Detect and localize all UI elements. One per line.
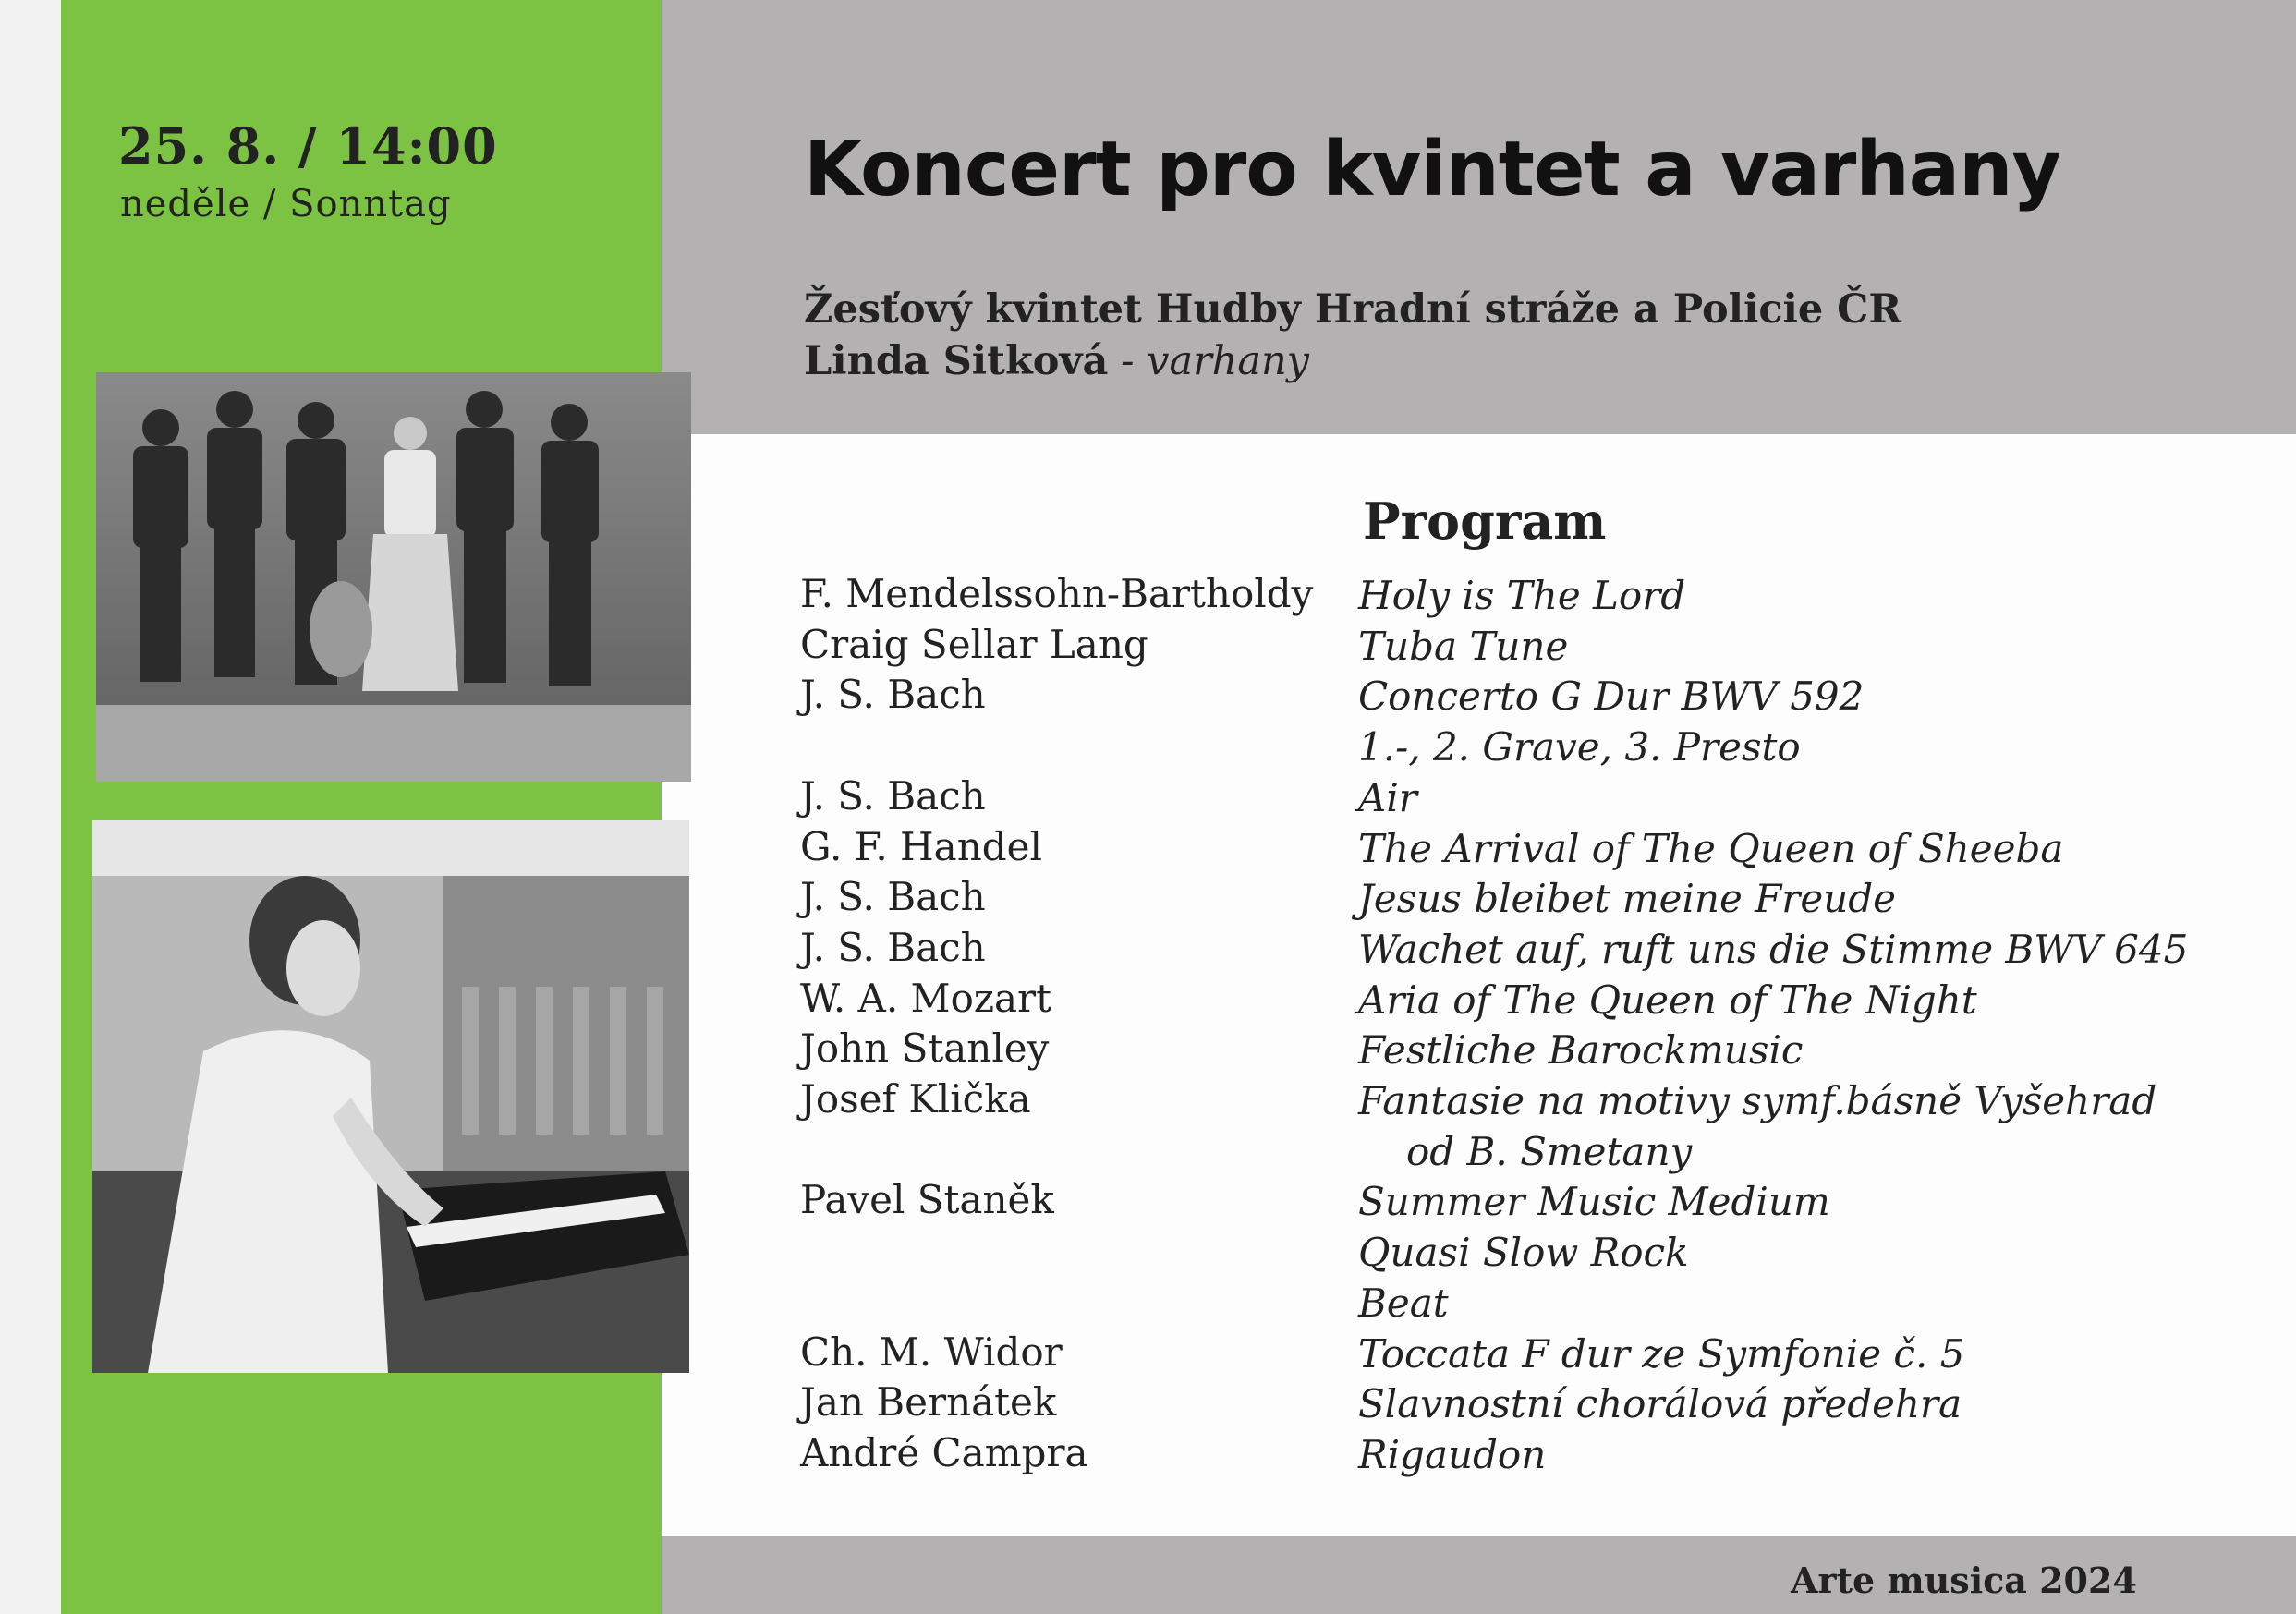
work-title: Jesus bleibet meine Freude (1358, 876, 1897, 922)
ensemble-name: Žesťový kvintet Hudby Hradní stráže a Policie ČR (804, 286, 1902, 333)
composer-name: André Campra (800, 1429, 1088, 1475)
ensemble-photo (96, 372, 691, 782)
work-title: Fantasie na motivy symf.básně Vyšehrad (1358, 1078, 2157, 1123)
work-title: Beat (1358, 1280, 1449, 1326)
composer-name: J. S. Bach (800, 672, 986, 718)
soloist-instrument: - varhany (1108, 338, 1309, 384)
composer-name: Pavel Staněk (800, 1177, 1054, 1223)
work-title: Toccata F dur ze Symfonie č. 5 (1358, 1330, 1965, 1377)
program-heading: Program (1363, 491, 1607, 551)
work-title: Quasi Slow Rock (1358, 1230, 1689, 1276)
composer-name: G. F. Handel (800, 823, 1042, 869)
composer-name: Craig Sellar Lang (800, 621, 1148, 667)
work-title: Holy is The Lord (1358, 573, 1686, 618)
work-title: Wachet auf, ruft uns die Stimme BWV 645 (1358, 926, 2189, 972)
work-title: Festliche Barockmusic (1358, 1027, 1804, 1074)
work-title: Tuba Tune (1358, 623, 1569, 669)
work-title: Aria of The Queen of The Night (1358, 977, 1977, 1023)
work-title: The Arrival of The Queen of Sheeba (1358, 825, 2064, 871)
composer-name: F. Mendelssohn-Bartholdy (800, 571, 1314, 616)
composer-name: J. S. Bach (800, 924, 986, 970)
soloist-name: Linda Sitková (804, 338, 1109, 384)
composer-name: J. S. Bach (800, 874, 986, 920)
event-date-time: 25. 8. / 14:00 (118, 116, 498, 176)
composer-name: Ch. M. Widor (800, 1329, 1063, 1375)
page-margin (0, 0, 61, 1614)
organist-photo (92, 820, 689, 1373)
event-day: neděle / Sonntag (120, 183, 452, 225)
work-title: Rigaudon (1358, 1431, 1547, 1477)
composer-name: Josef Klička (800, 1076, 1031, 1122)
work-title: Concerto G Dur BWV 592 (1358, 674, 1865, 720)
work-title: od B. Smetany (1406, 1128, 1693, 1174)
work-title: Air (1358, 774, 1417, 820)
work-title: Slavnostní chorálová předehra (1358, 1381, 1962, 1427)
composer-name: J. S. Bach (800, 772, 986, 819)
work-title: 1.-, 2. Grave, 3. Presto (1358, 724, 1801, 771)
composer-name: Jan Bernátek (800, 1379, 1057, 1426)
composer-name: John Stanley (800, 1025, 1050, 1072)
composer-name: W. A. Mozart (800, 975, 1051, 1021)
work-title: Summer Music Medium (1358, 1179, 1830, 1225)
concert-title: Koncert pro kvintet a varhany (804, 126, 2060, 213)
soloist-line (804, 338, 1309, 384)
festival-name: Arte musica 2024 (1791, 1559, 2137, 1601)
